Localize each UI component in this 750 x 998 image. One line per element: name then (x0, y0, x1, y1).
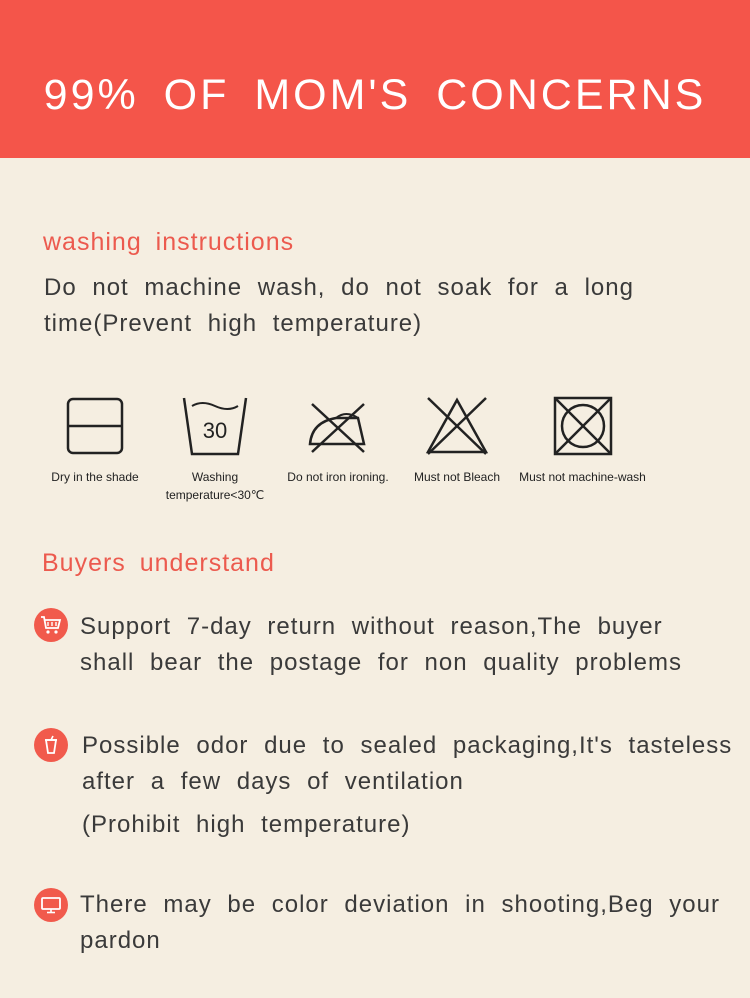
wash-temp-number: 30 (202, 418, 228, 443)
no-iron-label: Do not iron ironing. (287, 470, 389, 484)
wash-30-label-line-2: temperature<30℃ (165, 488, 265, 502)
buyer-item-3-line-2: pardon (80, 927, 161, 954)
buyer-item-3-line-1: There may be color deviation in shooting,Beg your (80, 891, 720, 918)
header-banner (0, 0, 750, 158)
buyer-item-1-line-2: shall bear the postage for non quality problems (80, 649, 682, 676)
care-symbol-no-machine-wash (515, 396, 650, 486)
monitor-icon (34, 888, 68, 922)
wash-30-label (166, 468, 265, 504)
care-symbol-dry-in-shade (30, 396, 160, 486)
cup-icon (34, 728, 68, 762)
care-symbol-no-bleach (397, 396, 517, 486)
no-machine-wash-label: Must not machine-wash (519, 470, 646, 484)
buyers-heading: Buyers understand (42, 549, 275, 577)
no-machine-wash-icon (552, 396, 614, 456)
no-bleach-label: Must not Bleach (413, 470, 501, 484)
dry-in-shade-icon (65, 396, 125, 456)
buyer-item-2-line-2: after a few days of ventilation (82, 768, 464, 795)
dry-in-shade-label: Dry in the shade (51, 470, 139, 484)
no-bleach-icon (424, 396, 490, 456)
buyer-item-1-line-1: Support 7-day return without reason,The buyer (80, 613, 663, 640)
banner-title: 99% OF MOM'S CONCERNS (43, 71, 707, 119)
washing-heading: washing instructions (43, 228, 295, 256)
buyer-item-2-line-1: Possible odor due to sealed packaging,It's tasteless (82, 732, 733, 759)
wash-30-label-line-1: Washing (191, 470, 239, 484)
cart-icon (34, 608, 68, 642)
wash-30-icon (182, 396, 248, 456)
buyer-item-2-line-3: (Prohibit high temperature) (82, 811, 411, 838)
no-iron-icon (306, 396, 370, 456)
care-symbol-wash-30 (155, 396, 275, 504)
care-symbol-no-iron (278, 396, 398, 486)
washing-line-1: Do not machine wash, do not soak for a long (44, 274, 634, 301)
washing-line-2: time(Prevent high temperature) (44, 310, 423, 337)
